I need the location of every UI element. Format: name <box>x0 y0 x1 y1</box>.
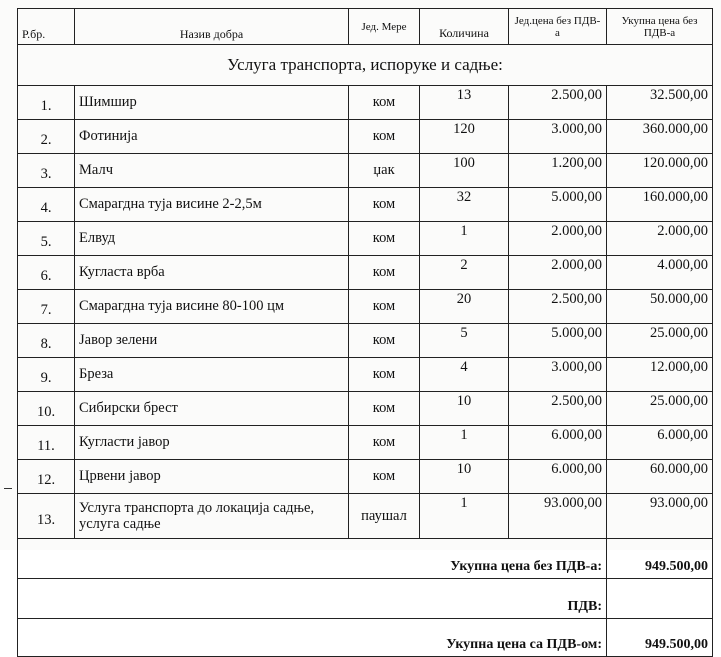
item-name: Елвуд <box>75 222 349 256</box>
item-quantity: 13 <box>420 86 509 120</box>
item-name: Јавор зелени <box>75 324 349 358</box>
item-total: 6.000,00 <box>607 426 713 460</box>
table-header-row <box>18 9 713 45</box>
item-unit-price: 5.000,00 <box>509 188 607 222</box>
item-total: 60.000,00 <box>607 460 713 494</box>
grand-total-label: Укупна цена са ПДВ-ом: <box>18 619 607 657</box>
item-quantity: 32 <box>420 188 509 222</box>
item-unit: ком <box>349 222 420 256</box>
item-number: 13. <box>18 494 75 539</box>
item-name: Смарагдна туја висине 80-100 цм <box>75 290 349 324</box>
item-unit-price: 3.000,00 <box>509 358 607 392</box>
price-table <box>17 8 713 657</box>
item-quantity: 100 <box>420 154 509 188</box>
section-title: Услуга транспорта, испоруке и садње: <box>18 45 713 86</box>
item-unit-price: 6.000,00 <box>509 426 607 460</box>
grand-total-value: 949.500,00 <box>607 619 713 657</box>
item-unit: ком <box>349 426 420 460</box>
item-number: 3. <box>18 154 75 188</box>
subtotal-row <box>18 539 713 579</box>
item-quantity: 1 <box>420 222 509 256</box>
table-row <box>18 460 713 494</box>
item-total: 4.000,00 <box>607 256 713 290</box>
item-unit-price: 2.000,00 <box>509 256 607 290</box>
item-unit: ком <box>349 392 420 426</box>
item-number: 1. <box>18 86 75 120</box>
header-unit-price: Јед.цена без ПДВ-а <box>509 9 607 45</box>
item-total: 25.000,00 <box>607 392 713 426</box>
item-unit-price: 2.500,00 <box>509 86 607 120</box>
item-total: 93.000,00 <box>607 494 713 539</box>
item-name: Фотинија <box>75 120 349 154</box>
table-row <box>18 154 713 188</box>
item-total: 2.000,00 <box>607 222 713 256</box>
item-number: 12. <box>18 460 75 494</box>
item-quantity: 5 <box>420 324 509 358</box>
item-quantity: 120 <box>420 120 509 154</box>
item-name: Малч <box>75 154 349 188</box>
table-row <box>18 290 713 324</box>
section-row <box>18 45 713 86</box>
header-number: Р.бр. <box>18 9 75 45</box>
item-unit: ком <box>349 120 420 154</box>
vat-value <box>607 579 713 619</box>
item-quantity: 4 <box>420 358 509 392</box>
table-row <box>18 188 713 222</box>
item-number: 9. <box>18 358 75 392</box>
item-quantity: 1 <box>420 494 509 539</box>
item-total: 120.000,00 <box>607 154 713 188</box>
table-row <box>18 324 713 358</box>
item-total: 160.000,00 <box>607 188 713 222</box>
table-row <box>18 256 713 290</box>
table-row <box>18 222 713 256</box>
item-unit-price: 93.000,00 <box>509 494 607 539</box>
item-total: 360.000,00 <box>607 120 713 154</box>
item-unit-price: 2.500,00 <box>509 290 607 324</box>
header-unit: Јед. Мере <box>349 9 420 45</box>
item-total: 32.500,00 <box>607 86 713 120</box>
item-number: 5. <box>18 222 75 256</box>
table-row <box>18 358 713 392</box>
item-quantity: 2 <box>420 256 509 290</box>
item-name: Кугласта врба <box>75 256 349 290</box>
item-unit: ком <box>349 358 420 392</box>
item-unit: ком <box>349 290 420 324</box>
header-total: Укупна цена без ПДВ-а <box>607 9 713 45</box>
item-total: 25.000,00 <box>607 324 713 358</box>
subtotal-label: Укупна цена без ПДВ-а: <box>18 539 607 579</box>
item-name: Црвени јавор <box>75 460 349 494</box>
item-name: Сибирски брест <box>75 392 349 426</box>
item-quantity: 1 <box>420 426 509 460</box>
item-name: Шимшир <box>75 86 349 120</box>
table-row <box>18 494 713 539</box>
margin-mark <box>4 488 12 489</box>
item-unit-price: 6.000,00 <box>509 460 607 494</box>
vat-row <box>18 579 713 619</box>
item-number: 7. <box>18 290 75 324</box>
item-quantity: 10 <box>420 392 509 426</box>
item-quantity: 20 <box>420 290 509 324</box>
table-row <box>18 426 713 460</box>
item-unit: ком <box>349 256 420 290</box>
item-name: Услуга транспорта до локација садње, услуга садње <box>75 494 349 539</box>
item-number: 10. <box>18 392 75 426</box>
table-row <box>18 120 713 154</box>
table-row <box>18 86 713 120</box>
item-total: 12.000,00 <box>607 358 713 392</box>
item-number: 2. <box>18 120 75 154</box>
header-item-name: Назив добра <box>75 9 349 45</box>
subtotal-value: 949.500,00 <box>607 539 713 579</box>
item-name: Кугласти јавор <box>75 426 349 460</box>
table-row <box>18 392 713 426</box>
item-number: 4. <box>18 188 75 222</box>
item-unit: џак <box>349 154 420 188</box>
item-unit-price: 3.000,00 <box>509 120 607 154</box>
header-quantity: Количина <box>420 9 509 45</box>
item-unit-price: 2.500,00 <box>509 392 607 426</box>
item-quantity: 10 <box>420 460 509 494</box>
item-total: 50.000,00 <box>607 290 713 324</box>
item-unit-price: 1.200,00 <box>509 154 607 188</box>
item-unit: ком <box>349 188 420 222</box>
item-name: Бреза <box>75 358 349 392</box>
item-unit: ком <box>349 460 420 494</box>
item-number: 11. <box>18 426 75 460</box>
item-unit: ком <box>349 324 420 358</box>
item-unit: ком <box>349 86 420 120</box>
item-name: Смарагдна туја висине 2-2,5м <box>75 188 349 222</box>
item-unit-price: 5.000,00 <box>509 324 607 358</box>
item-unit-price: 2.000,00 <box>509 222 607 256</box>
grand-total-row <box>18 619 713 657</box>
item-number: 6. <box>18 256 75 290</box>
item-number: 8. <box>18 324 75 358</box>
vat-label: ПДВ: <box>18 579 607 619</box>
item-unit: паушал <box>349 494 420 539</box>
